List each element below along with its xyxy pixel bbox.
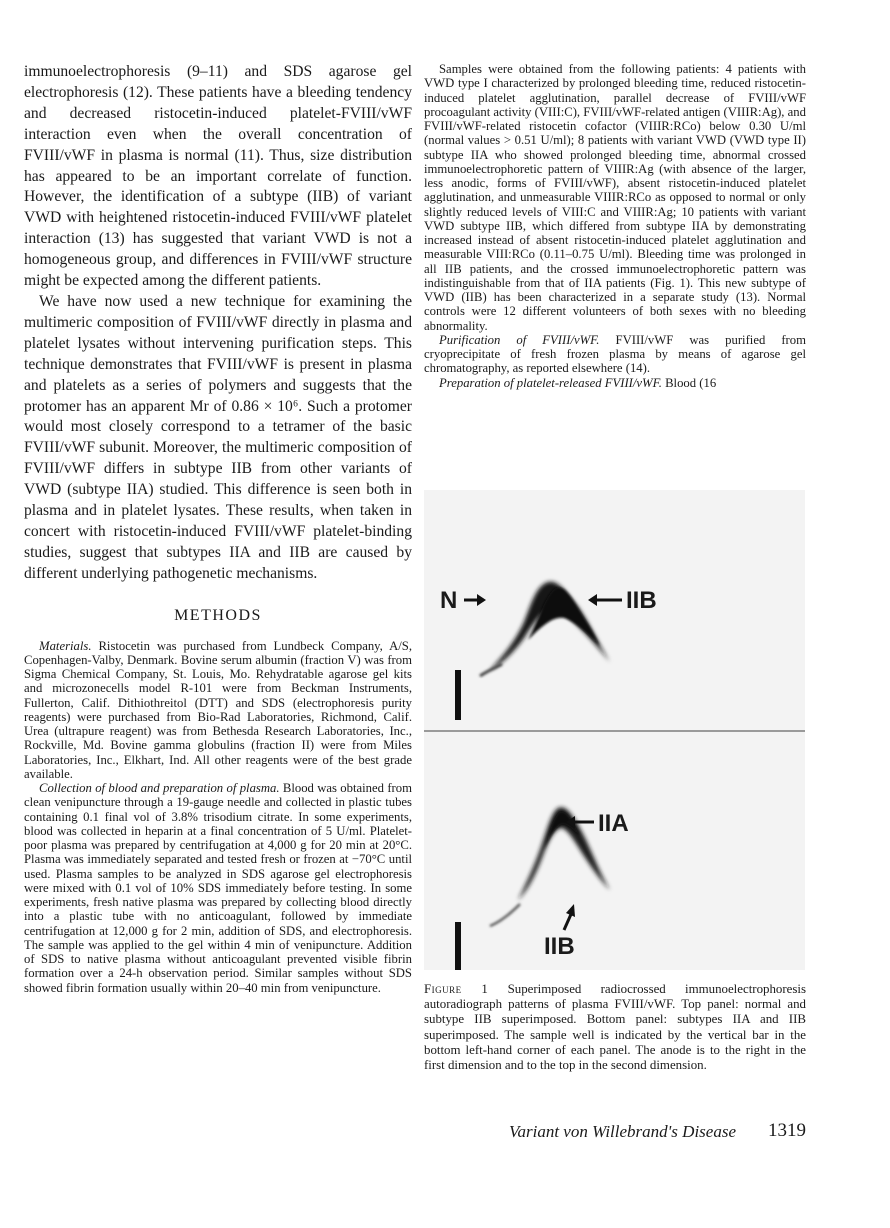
caption-label: Figure 1: [424, 982, 489, 996]
bottom-sample-well-bar: [455, 922, 461, 970]
collection-title: Collection of blood and preparation of plasma.: [39, 781, 280, 796]
bottom-label-iia: IIA: [598, 810, 629, 837]
samples-paragraph: Samples were obtained from the following patients: 4 patients with VWD type I characterized by prolonged bleeding time, reduced ristocetin-induced platelet agglutination, parallel decrease of FVIII/vWF procoagulant activity (VIII:C), FVIII/vWF-related antigen (VIIIR:Ag), and FVIII/vWF-related ristocetin cofactor (VIIIR:RCo) below 0.30 U/ml (normal values > 0.51 U/ml); 8 patients with variant VWD (VWD type II) subtype IIA who showed prolonged bleeding time, abnormal crossed immunoelectrophoretic pattern of VIIIR:Ag (with absence of the larger, less anodic, forms of FVIII/vWF), absent ristocetin-induced platelet agglutination, and unmeasurable VIIIR:RCo as opposed to normal or only slightly reduced levels of VIII:C and VIIIR:Ag; 10 patients with variant VWD subtype IIB, which differed from subtype IIA by demonstrating increased instead of absent ristocetin-induced platelet agglutination and measurable VIII:RCo (0.11–0.75 U/ml). Bleeding time was prolonged in all IIB patients, and the crossed immunoelectrophoretic pattern was indistinguishable from that of IIA patients (Fig. 1). This new subtype of VWD (IIB) has been characterized in a separate study (13). Normal controls were 12 different volunteers of both sexes with no bleeding abnormality.: [424, 62, 806, 333]
autoradiograph-image: [424, 490, 805, 970]
collection-paragraph: [24, 781, 412, 995]
second-paragraph: We have now used a new technique for examining the multimeric composition of FVIII/vWF directly in plasma and platelet lysates without intervening purification steps. This technique demonstrates that FVIII/vWF is present in plasma and platelets as a series of polymers and suggests that the protomer has an apparent Mr of 0.86 × 10⁶. Such a protomer would most closely correspond to a tetramer of the basic FVIII/vWF subunit. Moreover, the multimeric composition of FVIII/vWF differs in subtype IIB from other variants of VWD (subtype IIA) studied. This difference is seen both in plasma and in platelet lysates. These results, when taken in concert with ristocetin-induced FVIII/vWF platelet-binding studies, suggest that subtypes IIA and IIB are caused by different underlying pathogenetic mechanisms.: [24, 292, 412, 582]
left-column: [24, 62, 412, 995]
preparation-title: Preparation of platelet-released FVIII/vWF.: [439, 375, 662, 390]
purification-paragraph: [424, 333, 806, 376]
collection-text: Blood was obtained from clean venipuncture through a 19-gauge needle and collected in plastic tubes containing 0.1 final vol of 3.8% trisodium citrate. In some experiments, blood was collected in heparin at a final concentration of 5 U/ml. Platelet-poor plasma was prepared by centrifugation at 4,000 g for 20 min at 20°C. Plasma was immediately separated and tested fresh or frozen at −70°C until used. Plasma samples to be analyzed in SDS agarose gel electrophoresis were mixed with 0.1 vol of 10% SDS immediately before testing. In some experiments, fresh native plasma was prepared by collecting blood directly into a plastic tube with no anticoagulant, followed by immediate centrifugation at 12,000 g for 2 min, addition of SDS, and electrophoresis. The sample was applied to the gel within 4 min of venipuncture. Addition of SDS to native plasma without anticoagulant prevented visible fibrin formation over a 24-h observation period. Similar samples without SDS showed fibrin formation usually within 20–40 min from venipuncture.: [24, 781, 412, 995]
intro-paragraph: immunoelectrophoresis (9–11) and SDS agarose gel electrophoresis (12). These patients have a bleeding tendency and decreased ristocetin-induced platelet-FVIII/vWF interaction even when the overall concentration of FVIII/vWF in plasma is normal (11). Thus, size distribution has appeared to be an important correlate of function. However, the identification of a subtype (IIB) of variant VWD with heightened ristocetin-induced FVIII/vWF platelet interaction (13) has suggested that variant VWD is not a homogeneous group, and differences in FVIII/vWF structure might be expected among the different patients.: [24, 63, 412, 290]
page-footer: [424, 1120, 806, 1144]
purification-title: Purification of FVIII/vWF.: [439, 332, 600, 347]
purification-text: FVIII/vWF was purified from cryoprecipitate of fresh frozen plasma by means of agarose gel chromatography, as reported elsewhere (14).: [424, 332, 806, 376]
materials-title: Materials.: [39, 638, 92, 653]
figure-caption: [424, 982, 806, 1073]
page-number: 1319: [768, 1120, 806, 1141]
bottom-label-iib: IIB: [544, 933, 575, 960]
top-sample-well-bar: [455, 670, 461, 720]
top-label-n: N: [440, 587, 458, 614]
running-title: Variant von Willebrand's Disease: [509, 1122, 736, 1141]
materials-paragraph: [24, 639, 412, 782]
methods-heading: METHODS: [174, 606, 262, 624]
panel-divider: [424, 730, 805, 732]
materials-text: Ristocetin was purchased from Lundbeck Company, A/S, Copenhagen-Valby, Denmark. Bovine serum albumin (fraction V) was from Sigma Chemical Company, St. Louis, Mo. Rehydratable agarose gel kits and microzonecells model R-101 were from Beckman Instruments, Fullerton, Calif. Dithiothreitol (DTT) and SDS (electrophoresis purity reagents) were purchased from Bio-Rad Laboratories, Richmond, Calif. Urea (ultrapure reagent) was from Bethesda Research Laboratories, Inc., Rockville, Md. Bovine gamma globulins (fraction II) were from Miles Laboratories, Inc., Elkhart, Ind. All other reagents were of the best grade available.: [24, 638, 413, 781]
caption-text: Superimposed radiocrossed immunoelectrophoresis autoradiograph patterns of plasma FVIII/vWF. Top panel: normal and subtype IIB superimposed. Bottom panel: subtypes IIA and IIB superimposed. The sample well is indicated by the vertical bar in the bottom left-hand corner of each panel. The anode is to the right in the first dimension and to the top in the second dimension.: [424, 982, 806, 1073]
right-column: [424, 62, 806, 390]
top-label-iib: IIB: [626, 587, 657, 614]
preparation-paragraph: [424, 376, 806, 390]
figure-1-autoradiograph: [424, 490, 805, 970]
preparation-text: Blood (16: [665, 375, 717, 390]
